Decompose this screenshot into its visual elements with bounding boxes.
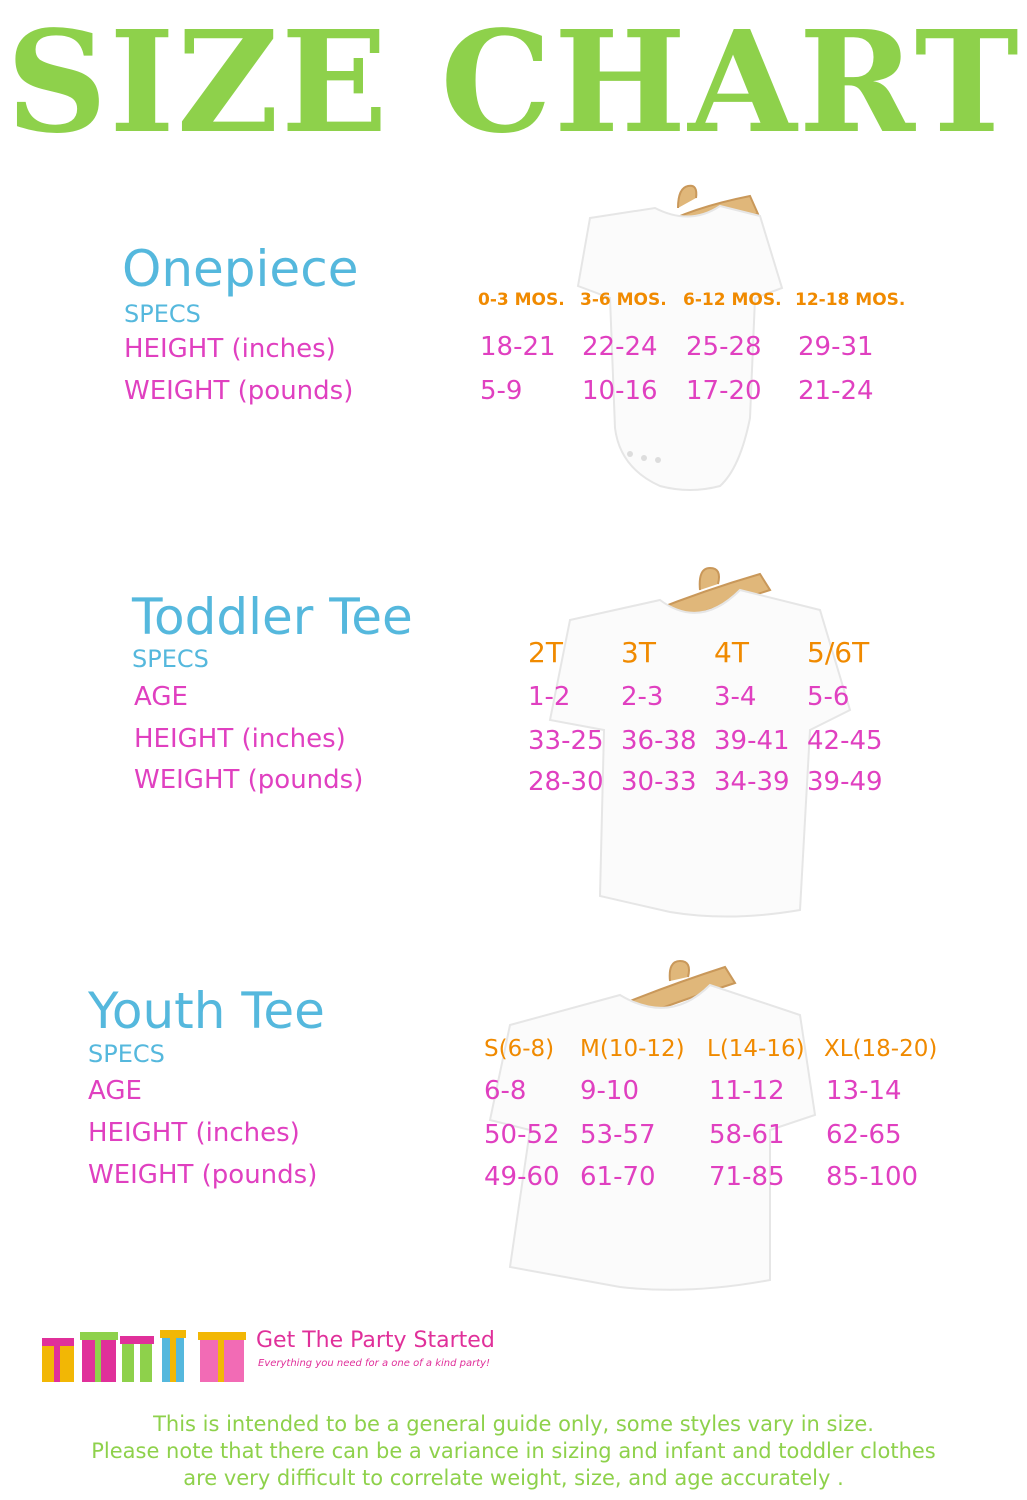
brand-tagline: Everything you need for a one of a kind party! bbox=[258, 1358, 491, 1369]
youth-age-value: 13-14 bbox=[826, 1076, 902, 1106]
onepiece-row-height: HEIGHT (inches) bbox=[124, 334, 336, 364]
toddler-size-4t: 4T bbox=[714, 636, 749, 669]
toddler-age-value: 1-2 bbox=[528, 682, 571, 712]
toddler-age-value: 3-4 bbox=[714, 682, 757, 712]
onepiece-specs-label: SPECS bbox=[124, 300, 201, 328]
onepiece-row-weight: WEIGHT (pounds) bbox=[124, 376, 354, 406]
onepiece-weight-value: 17-20 bbox=[686, 376, 762, 406]
toddler-height-value: 36-38 bbox=[621, 726, 697, 756]
youth-size-xl: XL(18-20) bbox=[824, 1036, 938, 1062]
onepiece-size-3-6: 3-6 MOS. bbox=[580, 290, 667, 310]
youth-height-value: 50-52 bbox=[484, 1120, 560, 1150]
youth-row-height: HEIGHT (inches) bbox=[88, 1118, 300, 1148]
toddler-age-value: 5-6 bbox=[807, 682, 850, 712]
toddler-row-age: AGE bbox=[134, 682, 188, 712]
brand-logo bbox=[40, 1320, 520, 1390]
toddler-row-height: HEIGHT (inches) bbox=[134, 724, 346, 754]
youth-height-value: 62-65 bbox=[826, 1120, 902, 1150]
disclaimer-line: Please note that there can be a variance in sizing and infant and toddler clothes bbox=[91, 1439, 936, 1463]
brand-name: Get The Party Started bbox=[256, 1328, 495, 1353]
onepiece-height-value: 25-28 bbox=[686, 332, 762, 362]
youth-height-value: 53-57 bbox=[580, 1120, 656, 1150]
youth-weight-value: 85-100 bbox=[826, 1162, 919, 1192]
onepiece-size-12-18: 12-18 MOS. bbox=[795, 290, 906, 310]
youth-age-value: 9-10 bbox=[580, 1076, 640, 1106]
toddler-weight-value: 34-39 bbox=[714, 767, 790, 797]
toddler-size-2t: 2T bbox=[528, 636, 563, 669]
youth-row-age: AGE bbox=[88, 1076, 142, 1106]
youth-height-value: 58-61 bbox=[709, 1120, 785, 1150]
toddler-weight-value: 30-33 bbox=[621, 767, 697, 797]
youth-weight-value: 61-70 bbox=[580, 1162, 656, 1192]
youth-weight-value: 49-60 bbox=[484, 1162, 560, 1192]
toddler-size-5-6t: 5/6T bbox=[807, 636, 870, 669]
toddler-row-weight: WEIGHT (pounds) bbox=[134, 765, 364, 795]
youth-size-l: L(14-16) bbox=[707, 1036, 805, 1062]
page-title: SIZE CHART bbox=[6, 1, 1021, 165]
onepiece-weight-value: 21-24 bbox=[798, 376, 874, 406]
disclaimer-line: This is intended to be a general guide only, some styles vary in size. bbox=[153, 1412, 874, 1436]
youth-size-s: S(6-8) bbox=[484, 1036, 555, 1062]
youth-specs-label: SPECS bbox=[88, 1040, 165, 1068]
youth-row-weight: WEIGHT (pounds) bbox=[88, 1160, 318, 1190]
youth-heading: Youth Tee bbox=[88, 982, 325, 1040]
toddler-weight-value: 39-49 bbox=[807, 767, 883, 797]
youth-age-value: 6-8 bbox=[484, 1076, 527, 1106]
onepiece-size-6-12: 6-12 MOS. bbox=[683, 290, 782, 310]
toddler-specs-label: SPECS bbox=[132, 645, 209, 673]
toddler-height-value: 42-45 bbox=[807, 726, 883, 756]
toddler-heading: Toddler Tee bbox=[132, 588, 413, 646]
toddler-height-value: 33-25 bbox=[528, 726, 604, 756]
disclaimer-line: are very difficult to correlate weight, size, and age accurately . bbox=[183, 1466, 844, 1490]
onepiece-weight-value: 10-16 bbox=[582, 376, 658, 406]
toddler-weight-value: 28-30 bbox=[528, 767, 604, 797]
onepiece-heading: Onepiece bbox=[122, 240, 359, 298]
youth-size-m: M(10-12) bbox=[580, 1036, 685, 1062]
onepiece-height-value: 18-21 bbox=[480, 332, 556, 362]
toddler-age-value: 2-3 bbox=[621, 682, 664, 712]
onepiece-height-value: 29-31 bbox=[798, 332, 874, 362]
youth-weight-value: 71-85 bbox=[709, 1162, 785, 1192]
gift-boxes-icon bbox=[40, 1324, 250, 1384]
toddler-height-value: 39-41 bbox=[714, 726, 790, 756]
onepiece-size-0-3: 0-3 MOS. bbox=[478, 290, 565, 310]
onepiece-weight-value: 5-9 bbox=[480, 376, 523, 406]
youth-age-value: 11-12 bbox=[709, 1076, 785, 1106]
onepiece-height-value: 22-24 bbox=[582, 332, 658, 362]
toddler-size-3t: 3T bbox=[621, 636, 656, 669]
